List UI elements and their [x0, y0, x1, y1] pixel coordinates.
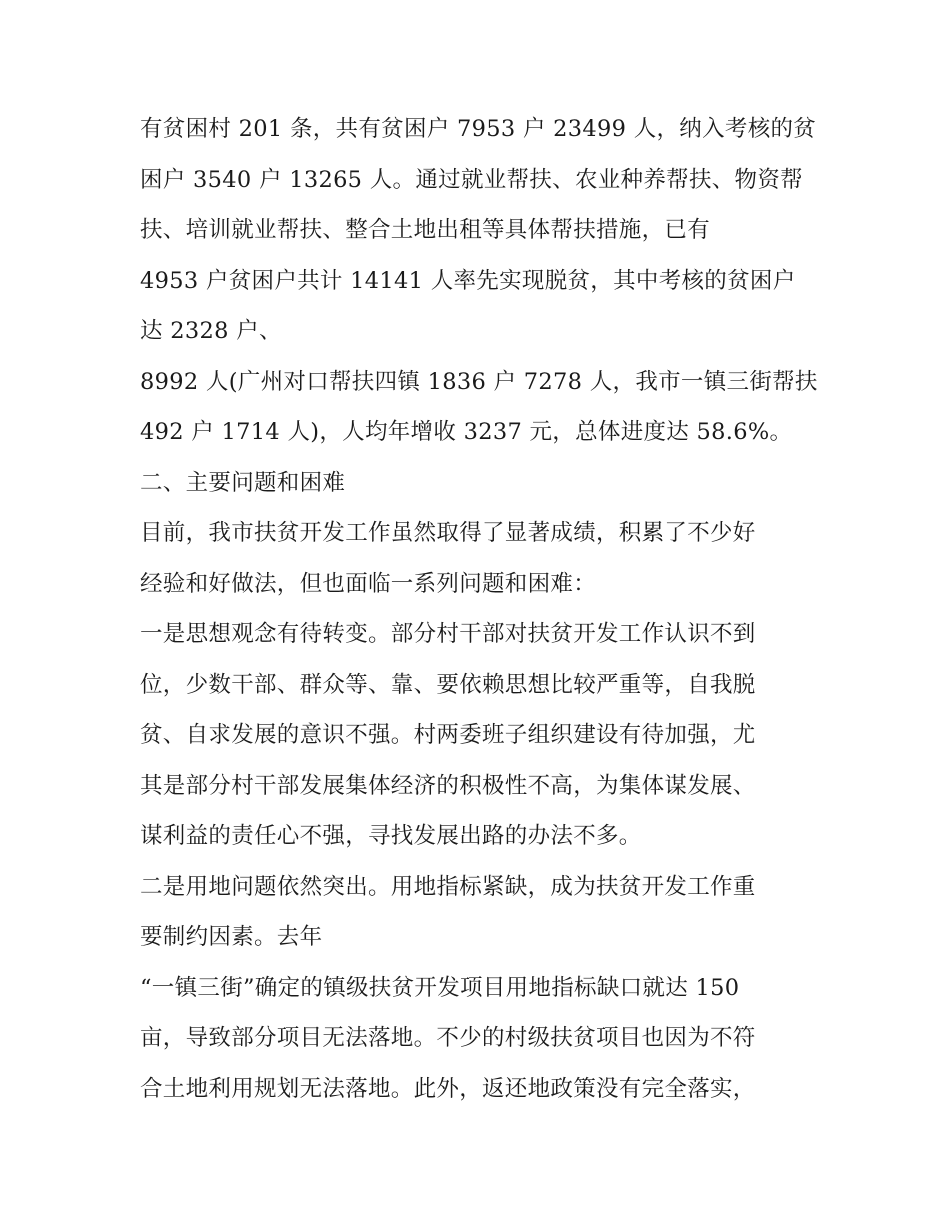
text-line: 二是用地问题依然突出。用地指标紧缺，成为扶贫开发工作重 — [140, 873, 756, 900]
text-line: 其是部分村干部发展集体经济的积极性不高，为集体谋发展、 — [140, 772, 756, 799]
text-line: 一是思想观念有待转变。部分村干部对扶贫开发工作认识不到 — [140, 621, 756, 647]
text-line: 合土地利用规划无法落地。此外，返还地政策没有完全落实， — [140, 1075, 756, 1102]
text-line: 经验和好做法，但也面临一系列问题和困难： — [140, 570, 597, 597]
text-line: 困户 3540 户 13265 人。通过就业帮扶、农业种养帮扶、物资帮 — [140, 166, 803, 193]
text-line: 8992 人(广州对口帮扶四镇 1836 户 7278 人，我市一镇三街帮扶 — [140, 368, 818, 395]
text-line: 目前，我市扶贫开发工作虽然取得了显著成绩，积累了不少好 — [140, 520, 756, 546]
section-heading: 二、主要问题和困难 — [140, 469, 346, 496]
text-line: “一镇三街”确定的镇级扶贫开发项目用地指标缺口就达 150 — [140, 974, 740, 1001]
text-line: 要制约因素。去年 — [140, 924, 323, 950]
text-line: 谋利益的责任心不强，寻找发展出路的办法不多。 — [140, 823, 642, 849]
text-line: 位，少数干部、群众等、靠、要依赖思想比较严重等，自我脱 — [140, 671, 756, 698]
text-line: 扶、培训就业帮扶、整合土地出租等具体帮扶措施，已有 — [140, 217, 711, 243]
text-line: 492 户 1714 人)，人均年增收 3237 元，总体进度达 58.6%。 — [140, 419, 793, 445]
text-line: 达 2328 户、 — [140, 318, 282, 344]
document-body — [140, 104, 830, 1114]
text-line: 贫、自求发展的意识不强。村两委班子组织建设有待加强，尤 — [140, 722, 756, 748]
text-line: 有贫困村 201 条，共有贫困户 7953 户 23499 人，纳入考核的贫 — [140, 116, 817, 142]
text-line: 亩，导致部分项目无法落地。不少的村级扶贫项目也因为不符 — [140, 1025, 756, 1051]
text-line: 4953 户贫困户共计 14141 人率先实现脱贫，其中考核的贫困户 — [140, 267, 796, 294]
